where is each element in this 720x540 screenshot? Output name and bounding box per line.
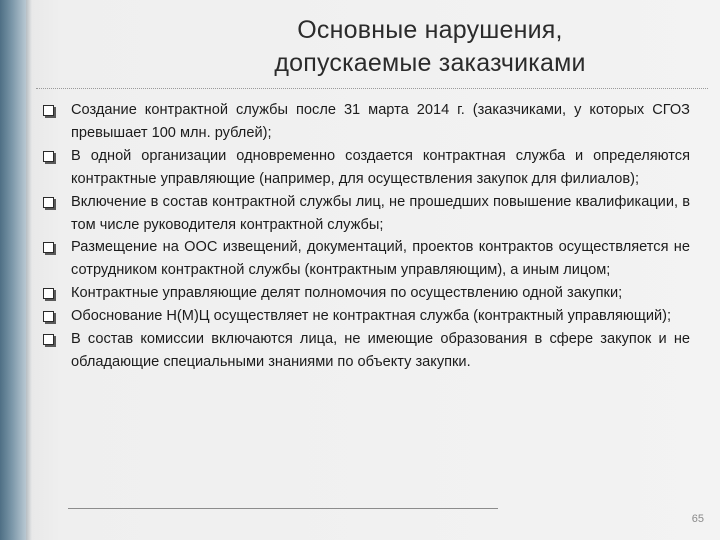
list-item	[42, 305, 690, 328]
checkbox-square-icon	[43, 151, 54, 162]
list-item-text: В одной организации одновременно создается контрактная служба и определяются контрактные управляющие (например, для осуществления закупок для филиалов);	[71, 147, 690, 187]
list-item-text: Контрактные управляющие делят полномочия по осуществлению одной закупки;	[71, 285, 623, 302]
list-item-text: Создание контрактной службы после 31 марта 2014 г. (заказчиками, у которых СГОЗ превышает 100 млн. рублей);	[71, 102, 690, 141]
list-item-text: Размещение на ООС извещений, документаций, проектов контрактов осуществляется не сотрудником контрактной службы (контрактным управляющим), а иным лицом;	[71, 239, 690, 279]
title-line-1: Основные нарушения,	[297, 16, 563, 44]
violations-list	[42, 99, 690, 374]
checkbox-square-icon	[43, 242, 54, 253]
checkbox-square-icon	[43, 311, 54, 322]
list-item	[42, 282, 690, 305]
checkbox-square-icon	[43, 197, 54, 208]
checkbox-square-icon	[43, 288, 54, 299]
title-divider	[36, 88, 708, 89]
checkbox-square-icon	[43, 334, 54, 345]
list-item	[42, 236, 690, 282]
left-decorative-bar	[0, 0, 26, 540]
list-item-text: В состав комиссии включаются лица, не имеющие образования в сфере закупок и не обладающие специальными знаниями по объекту закупки.	[71, 331, 690, 370]
page-number: 65	[691, 513, 704, 525]
slide-title	[170, 14, 690, 80]
list-item-text: Включение в состав контрактной службы лиц, не прошедших повышение квалификации, в том числе руководителя контрактной службы;	[71, 193, 690, 233]
list-item	[42, 99, 690, 145]
list-item-text: Обоснование Н(М)Ц осуществляет не контрактная служба (контрактный управляющий);	[71, 308, 672, 325]
title-line-2: допускаемые заказчиками	[274, 49, 586, 77]
list-item	[42, 145, 690, 191]
checkbox-square-icon	[43, 105, 54, 116]
list-item	[42, 328, 690, 374]
list-item	[42, 191, 690, 237]
footer-divider	[68, 508, 498, 509]
